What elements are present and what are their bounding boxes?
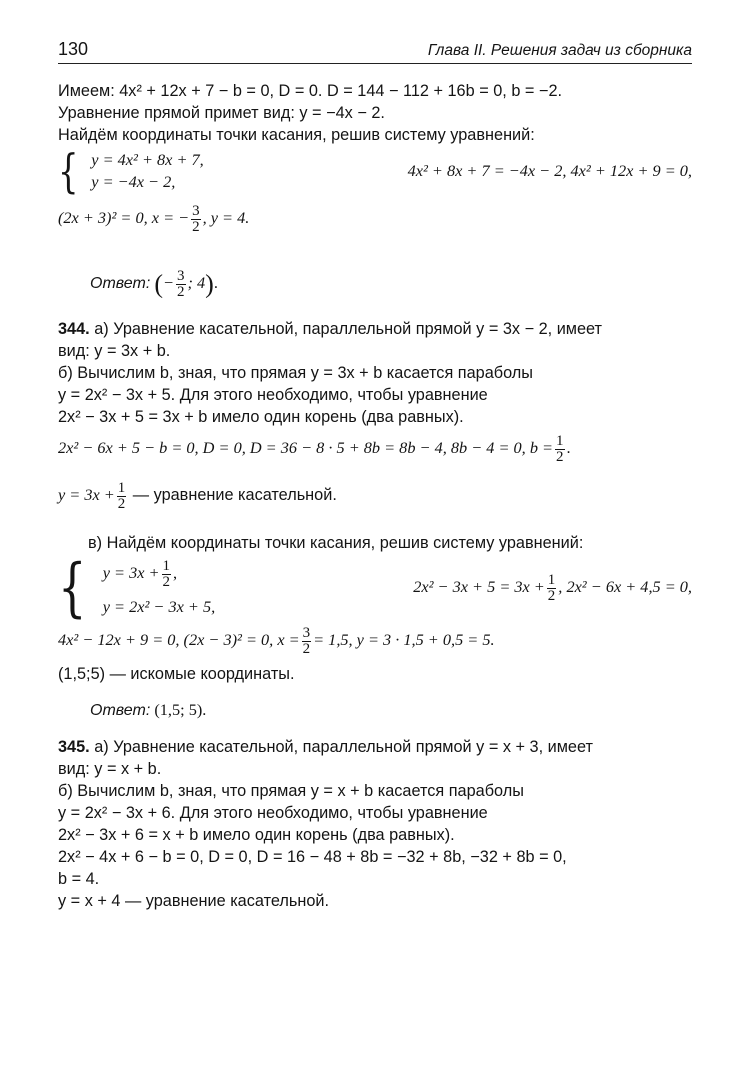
text-line: y = 2x² − 3x + 6. Для этого необходимо, чтобы уравнение (58, 804, 488, 822)
text-line: б) Вычислим b, зная, что прямая y = x + b касается параболы (58, 782, 524, 800)
fraction (555, 434, 565, 465)
paren-close: ) (205, 269, 214, 299)
math-line (58, 434, 692, 465)
math-text: = 1,5, y = 3 · 1,5 + 0,5 = 5. (313, 630, 495, 650)
fraction (176, 269, 186, 300)
answer-line (58, 269, 692, 300)
system-row: y = 4x² + 8x + 7, (91, 150, 204, 169)
text-line: Уравнение прямой примет вид: y = −4x − 2. (58, 104, 385, 122)
text-line: вид: y = 3x + b. (58, 342, 171, 360)
text-line: 2x² − 4x + 6 − b = 0, D = 0, D = 16 − 48 + 8b = −32 + 8b, −32 + 8b = 0, (58, 848, 567, 866)
numerator: 1 (162, 557, 170, 574)
system-row (103, 559, 215, 590)
numerator: 1 (556, 433, 564, 449)
numerator: 3 (302, 625, 311, 641)
text-line: (1,5;5) — искомые координаты. (58, 665, 295, 683)
math-text: y = 3x + (58, 485, 115, 505)
denominator: 2 (117, 496, 126, 512)
text-line: Имеем: 4x² + 12x + 7 − b = 0, D = 0. D = 144 − 112 + 16b = 0, b = −2. (58, 82, 563, 100)
page-number: 130 (58, 39, 89, 59)
denominator: 2 (192, 219, 200, 235)
text-line: вид: y = x + b. (58, 760, 162, 778)
system-derivation: 4x² + 8x + 7 = −4x − 2, 4x² + 12x + 9 = 0, (407, 161, 692, 180)
text-line: 2x² − 3x + 5 = 3x + b имело один корень (два равных). (58, 408, 464, 426)
page (58, 34, 692, 912)
math-text: . (566, 438, 571, 458)
system-rows (91, 149, 203, 193)
math-text: ; 4 (187, 273, 206, 293)
answer-line (58, 699, 692, 722)
system-row: y = 2x² − 3x + 5, (102, 596, 216, 616)
answer-label: Ответ: (90, 702, 151, 719)
text-line (58, 736, 692, 758)
denominator: 2 (302, 641, 311, 657)
problem-number: 345. (58, 738, 90, 756)
numerator: 3 (177, 268, 185, 284)
math-line (58, 626, 692, 657)
denominator: 2 (547, 587, 556, 604)
math-text: y = 3x + (102, 562, 160, 582)
text-line: y = x + 4 — уравнение касательной. (58, 892, 330, 910)
text-line (58, 318, 692, 340)
math-text: , y = 4. (202, 208, 250, 228)
denominator: 2 (177, 284, 185, 300)
math-text: (2x + 3)² = 0, x = − (58, 208, 190, 228)
fraction (117, 481, 127, 512)
text-line: y = 2x² − 3x + 5. Для этого необходимо, чтобы уравнение (58, 386, 488, 404)
equation-system (58, 551, 692, 625)
math-text: , (173, 562, 178, 582)
system-row: y = −4x − 2, (91, 172, 176, 191)
answer-label: Ответ: (90, 275, 151, 293)
text-line: б) Вычислим b, зная, что прямая y = 3x + b касается параболы (58, 364, 533, 382)
denominator: 2 (556, 449, 564, 465)
text: — уравнение касательной. (128, 486, 337, 505)
math-text: . (213, 273, 218, 293)
fraction (191, 204, 201, 235)
fraction (162, 559, 172, 590)
math-line (58, 204, 692, 235)
numerator: 1 (117, 480, 126, 496)
solution-344 (58, 318, 692, 722)
text: а) Уравнение касательной, параллельной прямой y = x + 3, имеет (89, 738, 593, 756)
answer-value: (1,5; 5). (154, 700, 207, 719)
solution-343 (58, 80, 692, 300)
math-text: 2x² − 6x + 5 − b = 0, D = 0, D = 36 − 8 · 5 + 8b = 8b − 4, 8b − 4 = 0, b = (58, 438, 554, 458)
fraction (302, 626, 312, 657)
text-line: 2x² − 3x + 6 = x + b имело один корень (два равных). (58, 826, 455, 844)
math-line (58, 481, 692, 512)
system-brace: { (58, 144, 79, 198)
text-line: b = 4. (58, 870, 100, 888)
math-text: − (163, 273, 175, 293)
chapter-title: Глава II. Решения задач из сборника (427, 42, 692, 59)
system-rows (103, 559, 215, 618)
text-line: Найдём координаты точки касания, решив систему уравнений: (58, 126, 535, 144)
denominator: 2 (162, 573, 170, 590)
system-derivation (413, 573, 692, 604)
numerator: 1 (547, 571, 556, 588)
equation-system (58, 144, 692, 198)
problem-number: 344. (58, 320, 90, 338)
fraction (547, 573, 557, 604)
system-brace: { (58, 551, 87, 625)
numerator: 3 (192, 203, 200, 219)
text: а) Уравнение касательной, параллельной прямой y = 3x − 2, имеет (89, 320, 603, 338)
page-header (58, 34, 692, 64)
text-line: в) Найдём координаты точки касания, решив систему уравнений: (88, 534, 584, 552)
math-text: , 2x² − 6x + 4,5 = 0, (558, 576, 692, 596)
solution-345 (58, 736, 692, 912)
math-text: 4x² − 12x + 9 = 0, (2x − 3)² = 0, x = (58, 630, 300, 650)
math-text: 2x² − 3x + 5 = 3x + (413, 576, 545, 596)
paren-open: ( (154, 269, 164, 299)
